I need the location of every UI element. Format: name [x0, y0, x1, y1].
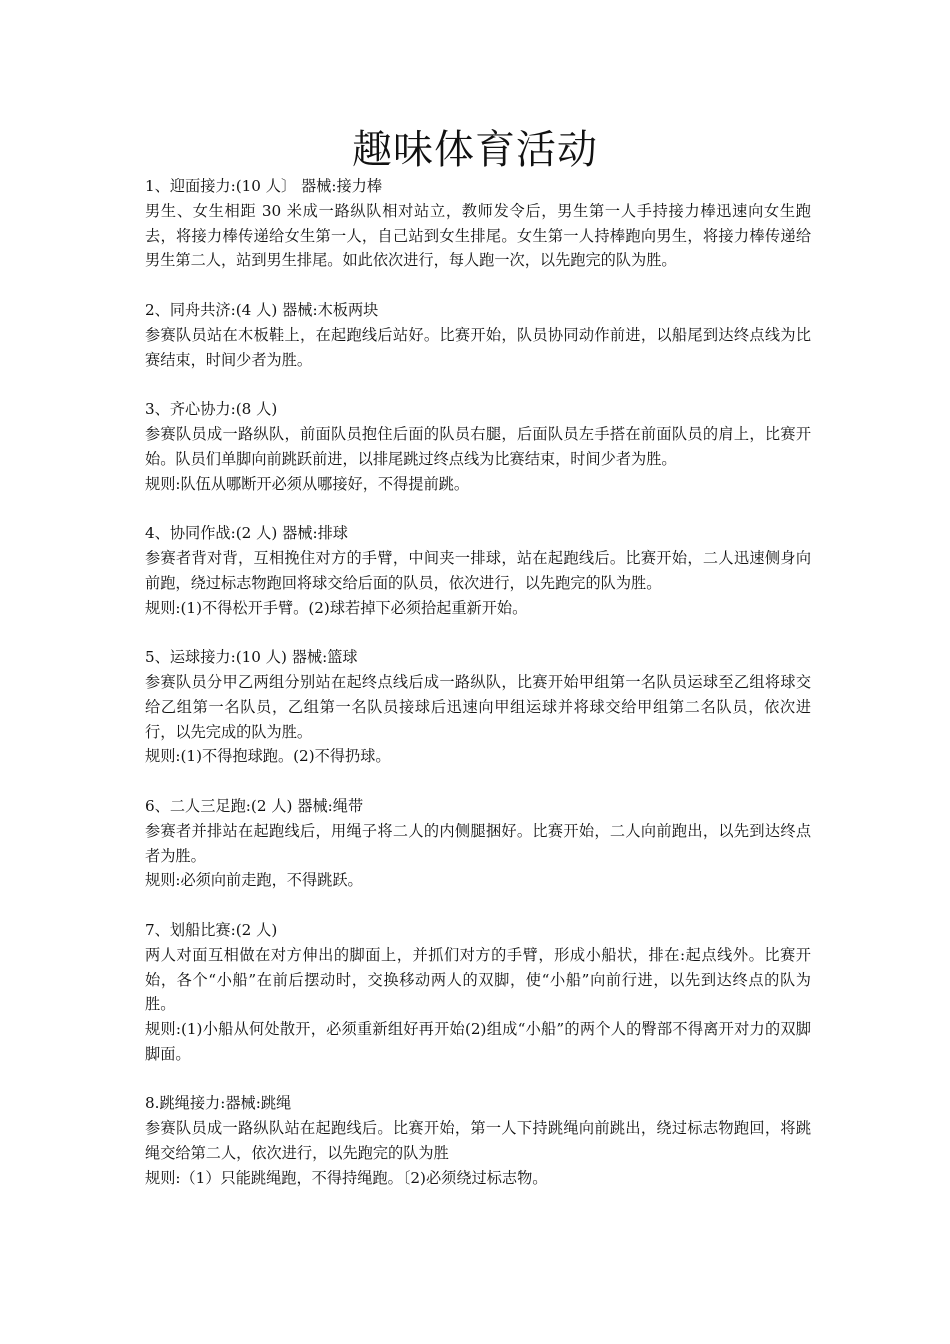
section-heading: 2、同舟共济:(4 人) 器械:木板两块 [145, 300, 379, 319]
section-rules: 规则:(1)小船从何处散开，必须重新组好再开始(2)组成“小船”的两个人的臀部不得离开对力的双脚脚面。 [145, 1020, 811, 1063]
section-rules: 规则:(1)不得松开手臂。(2)球若掉下必须拾起重新开始。 [145, 598, 528, 617]
section-heading: 4、协同作战:(2 人) 器械:排球 [145, 524, 348, 543]
section-7 [145, 918, 811, 1067]
section-body: 参赛队员站在木板鞋上，在起跑线后站好。比赛开始，队员协同动作前进，以船尾到达终点线为比赛结束，时间少者为胜。 [145, 325, 811, 369]
page-title: 趣味体育活动 [352, 127, 598, 173]
section-rules: 规则:(1)不得抱球跑。(2)不得扔球。 [145, 747, 391, 766]
section-body: 两人对面互相做在对方伸出的脚面上，并抓们对方的手臂，形成小船状，排在:起点线外。比赛开始，各个“小船”在前后摆动时，交换移动两人的双脚，使“小船”向前行进，以先到达终点的队为胜。 [145, 945, 811, 1014]
section-body: 参赛队员成一路纵队，前面队员抱住后面的队员右腿，后面队员左手搭在前面队员的肩上，比赛开始。队员们单脚向前跳跃前进，以排尾跳过终点线为比赛结束，时间少者为胜。 [145, 424, 811, 468]
section-body: 参赛队员成一路纵队站在起跑线后。比赛开始，第一人下持跳绳向前跳出，绕过标志物跑回，将跳绳交给第二人，依次进行，以先跑完的队为胜 [145, 1119, 811, 1163]
document-body [145, 174, 811, 1215]
section-5 [145, 645, 811, 769]
section-1 [145, 174, 811, 273]
section-rules: 规则:必须向前走跑，不得跳跃。 [145, 871, 363, 890]
section-2 [145, 298, 811, 372]
section-heading: 6、二人三足跑:(2 人) 器械:绳带 [145, 796, 364, 815]
section-heading: 5、运球接力:(10 人) 器械:篮球 [145, 648, 358, 667]
section-3 [145, 397, 811, 496]
section-body: 参赛者背对背，互相挽住对方的手臂，中间夹一排球，站在起跑线后。比赛开始，二人迅速侧身向前跑，绕过标志物跑回将球交给后面的队员，依次进行，以先跑完的队为胜。 [145, 548, 811, 592]
section-body: 男生、女生相距 30 米成一路纵队相对站立，教师发令后，男生第一人手持接力棒迅速向女生跑去，将接力棒传递给女生第一人，自己站到女生排尾。女生第一人持棒跑向男生，将接力棒传递给男生第二人，站到男生排尾。如此依次进行，每人跑一次，以先跑完的队为胜。 [145, 201, 811, 270]
section-body: 参赛者并排站在起跑线后，用绳子将二人的内侧腿捆好。比赛开始，二人向前跑出，以先到达终点者为胜。 [145, 821, 811, 865]
section-heading: 8.跳绳接力:器械:跳绳 [145, 1094, 292, 1113]
section-rules: 规则:（1）只能跳绳跑，不得持绳跑。〔2)必须绕过标志物。 [145, 1168, 548, 1187]
section-4 [145, 521, 811, 620]
section-6 [145, 794, 811, 893]
section-body: 参赛队员分甲乙两组分别站在起终点线后成一路纵队，比赛开始甲组第一名队员运球至乙组将球交给乙组第一名队员，乙组第一名队员接球后迅速向甲组运球并将球交给甲组第二名队员，依次进行，以先完成的队为胜。 [145, 672, 811, 741]
section-heading: 7、划船比赛:(2 人) [145, 920, 278, 939]
section-8 [145, 1091, 811, 1190]
section-heading: 3、齐心协力:(8 人) [145, 400, 278, 419]
section-rules: 规则:队伍从哪断开必须从哪接好，不得提前跳。 [145, 474, 470, 493]
section-heading: 1、迎面接力:(10 人〕 器械:接力棒 [145, 177, 383, 195]
